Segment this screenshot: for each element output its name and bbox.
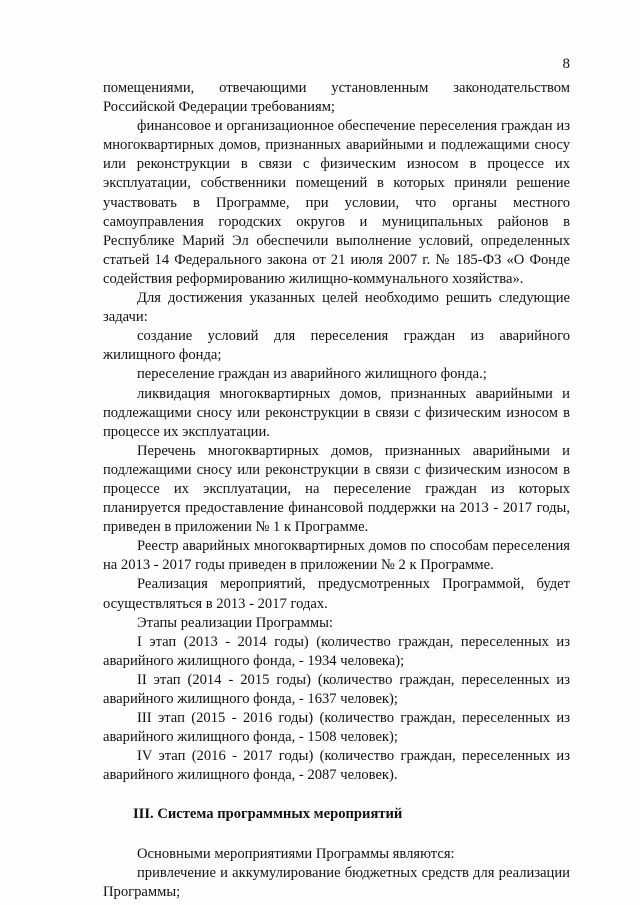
section-heading: III. Система программных мероприятий (133, 806, 403, 823)
paragraph: финансовое и организационное обеспечение переселения граждан из многоквартирных домов, признанных аварийными и подлежащими сносу или реконструкции в связи с физическим износом в процессе их эксплуатации, собственники помещений в которых приняли решение участвовать в Программе, при условии, что органы местного самоуправления городских округов и муниципальных районов в Республике Марий Эл обеспечили выполнение условий, определенных статьей 14 Федерального закона от 21 июля 2007 г. № 185-ФЗ «О Фонде содействия реформированию жилищно-коммунального хозяйства». (103, 118, 570, 287)
paragraph: Перечень многоквартирных домов, признанных аварийными и подлежащими сносу или реконструкции в связи с физическим износом в процессе их эксплуатации, на переселение граждан из которых планируется предоставление финансовой поддержки на 2013 - 2017 годы, приведен в приложении № 1 к Программе. (103, 442, 570, 536)
paragraph: Реализация мероприятий, предусмотренных Программой, будет осуществляться в 2013 - 2017 годах. (103, 576, 570, 612)
paragraph: создание условий для переселения граждан из аварийного жилищного фонда; (103, 328, 570, 364)
paragraph: Основными мероприятиями Программы являются: (137, 845, 455, 862)
paragraph: привлечение и аккумулирование бюджетных средств для реализации Программы; (103, 864, 570, 900)
page-number: 8 (562, 56, 570, 72)
paragraph: Реестр аварийных многоквартирных домов по способам переселения на 2013 - 2017 годы приведен в приложении № 2 к Программе. (103, 538, 570, 574)
paragraph: I этап (2013 - 2014 годы) (количество граждан, переселенных из аварийного жилищного фонда, - 1934 человека); (103, 633, 570, 669)
paragraph: IV этап (2016 - 2017 годы) (количество граждан, переселенных из аварийного жилищного фонда, - 2087 человек). (103, 748, 570, 784)
paragraph: помещениями, отвечающими установленным законодательством Российской Федерации требованиям; (103, 80, 570, 116)
paragraph: переселение граждан из аварийного жилищного фонда.; (137, 366, 487, 383)
paragraph: II этап (2014 - 2015 годы) (количество граждан, переселенных из аварийного жилищного фонда, - 1637 человек); (103, 671, 570, 707)
paragraph: III этап (2015 - 2016 годы) (количество граждан, переселенных из аварийного жилищного фонда, - 1508 человек); (103, 710, 570, 746)
paragraph: Для достижения указанных целей необходимо решить следующие задачи: (103, 290, 570, 326)
document-body (103, 79, 570, 902)
paragraph: Этапы реализации Программы: (137, 614, 333, 631)
paragraph: ликвидация многоквартирных домов, признанных аварийными и подлежащими сносу или реконструкции в связи с физическим износом в процессе их эксплуатации. (103, 385, 570, 440)
